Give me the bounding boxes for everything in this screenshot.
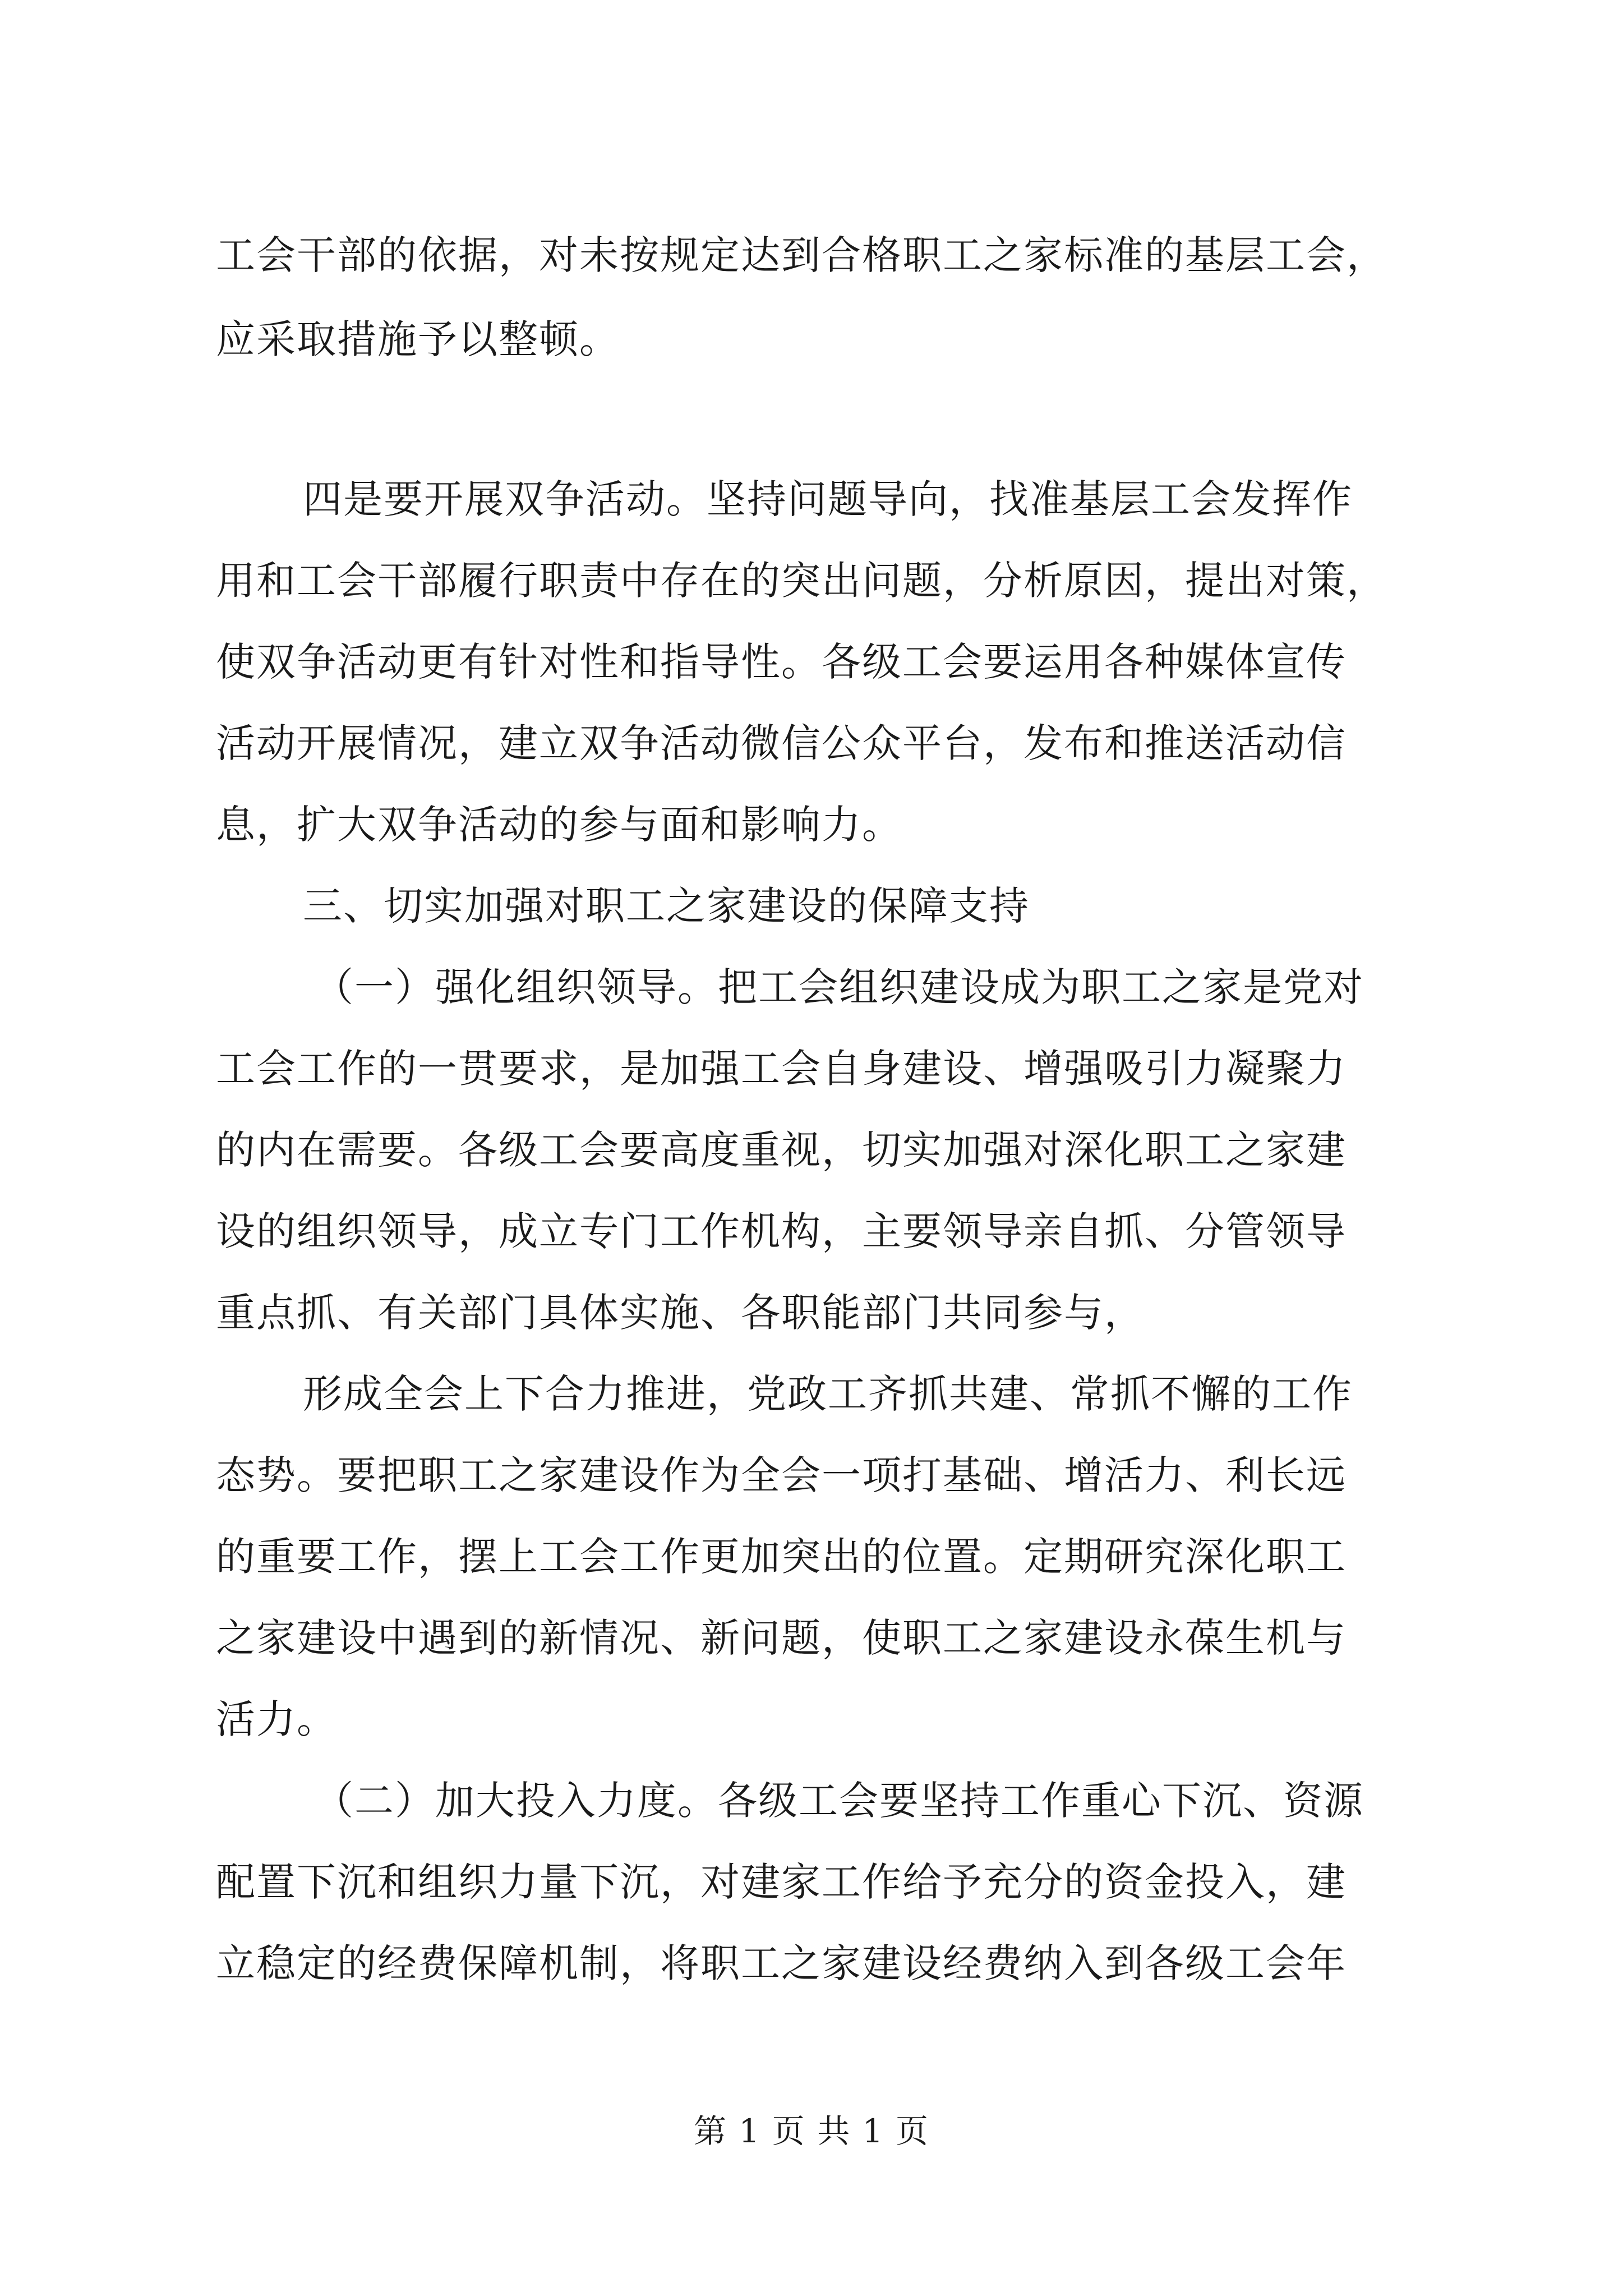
body-text-line: 配置下沉和组织力量下沉，对建家工作给予充分的资金投入，建 — [216, 1859, 1347, 1905]
body-text-line: 应采取措施予以整顿。 — [216, 316, 620, 362]
body-text-line: 活力。 — [216, 1696, 337, 1742]
body-text-line: 工会工作的一贯要求，是加强工会自身建设、增强吸引力凝聚力 — [216, 1046, 1347, 1092]
body-text-line: （一）强化组织领导。把工会组织建设成为职工之家是党对 — [314, 964, 1364, 1010]
page-number-footer: 第 1 页 共 1 页 — [694, 2112, 929, 2150]
body-text-line: 态势。要把职工之家建设作为全会一项打基础、增活力、利长远 — [216, 1452, 1347, 1498]
body-text-line: 立稳定的经费保障机制，将职工之家建设经费纳入到各级工会年 — [216, 1940, 1347, 1986]
body-text-line: 息，扩大双争活动的参与面和影响力。 — [216, 802, 902, 848]
section-heading: 三、切实加强对职工之家建设的保障支持 — [303, 883, 1030, 929]
body-text-line: 工会干部的依据，对未按规定达到合格职工之家标准的基层工会， — [216, 232, 1387, 278]
body-text-line: 形成全会上下合力推进，党政工齐抓共建、常抓不懈的工作 — [303, 1371, 1353, 1417]
body-text-line: 之家建设中遇到的新情况、新问题，使职工之家建设永葆生机与 — [216, 1615, 1347, 1661]
body-text-line: 四是要开展双争活动。坚持问题导向，找准基层工会发挥作 — [303, 476, 1353, 522]
body-text-line: 活动开展情况，建立双争活动微信公众平台，发布和推送活动信 — [216, 720, 1347, 766]
body-text-line: （二）加大投入力度。各级工会要坚持工作重心下沉、资源 — [314, 1778, 1364, 1824]
body-text-line: 的内在需要。各级工会要高度重视，切实加强对深化职工之家建 — [216, 1127, 1347, 1173]
body-text-line: 设的组织领导，成立专门工作机构，主要领导亲自抓、分管领导 — [216, 1208, 1347, 1254]
body-text-line: 用和工会干部履行职责中存在的突出问题，分析原因，提出对策， — [216, 558, 1387, 604]
body-text-line: 重点抓、有关部门具体实施、各职能部门共同参与， — [216, 1290, 1145, 1336]
body-text-line: 的重要工作，摆上工会工作更加突出的位置。定期研究深化职工 — [216, 1534, 1347, 1580]
body-text-line: 使双争活动更有针对性和指导性。各级工会要运用各种媒体宣传 — [216, 639, 1347, 685]
